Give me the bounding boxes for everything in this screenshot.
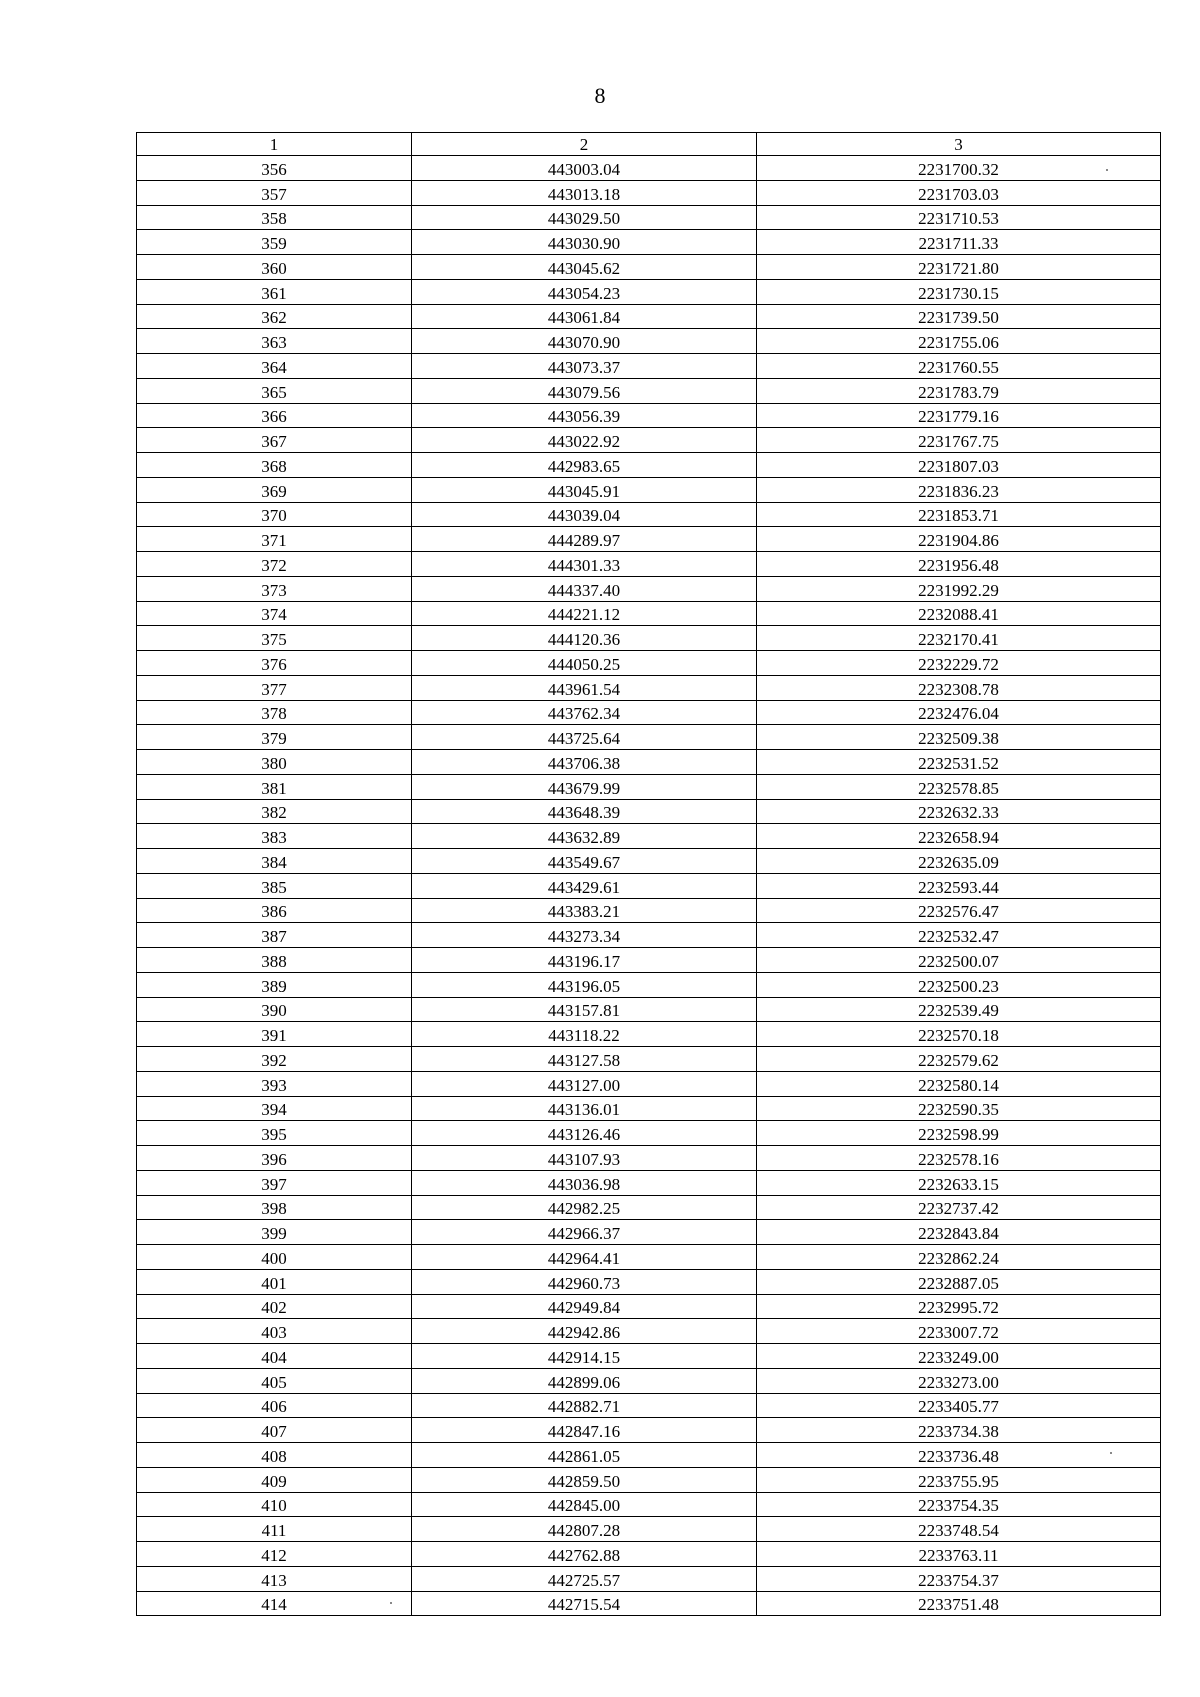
- x-coordinate-cell: 443762.34: [412, 700, 757, 725]
- table-row: [137, 675, 1161, 700]
- x-coordinate-cell: 442914.15: [412, 1344, 757, 1369]
- x-coordinate-cell: 442964.41: [412, 1245, 757, 1270]
- table-row: [137, 898, 1161, 923]
- table-row: [137, 1146, 1161, 1171]
- x-coordinate-cell: 443127.00: [412, 1071, 757, 1096]
- y-coordinate-cell: 2231721.80: [757, 255, 1161, 280]
- y-coordinate-cell: 2231904.86: [757, 527, 1161, 552]
- point-number-cell: 362: [137, 304, 412, 329]
- point-number-cell: 356: [137, 156, 412, 181]
- y-coordinate-cell: 2232580.14: [757, 1071, 1161, 1096]
- table-row: [137, 651, 1161, 676]
- table-row: [137, 923, 1161, 948]
- y-coordinate-cell: 2232570.18: [757, 1022, 1161, 1047]
- point-number-cell: 366: [137, 403, 412, 428]
- table-row: [137, 230, 1161, 255]
- point-number-cell: 400: [137, 1245, 412, 1270]
- y-coordinate-cell: 2231739.50: [757, 304, 1161, 329]
- point-number-cell: 409: [137, 1467, 412, 1492]
- table-row: [137, 1591, 1161, 1616]
- x-coordinate-cell: 444289.97: [412, 527, 757, 552]
- table-row: [137, 972, 1161, 997]
- table-row: [137, 1393, 1161, 1418]
- x-coordinate-cell: 443961.54: [412, 675, 757, 700]
- y-coordinate-cell: 2232843.84: [757, 1220, 1161, 1245]
- x-coordinate-cell: 443126.46: [412, 1121, 757, 1146]
- y-coordinate-cell: 2231836.23: [757, 477, 1161, 502]
- point-number-cell: 396: [137, 1146, 412, 1171]
- y-coordinate-cell: 2231703.03: [757, 180, 1161, 205]
- table-row: [137, 205, 1161, 230]
- x-coordinate-cell: 442807.28: [412, 1517, 757, 1542]
- y-coordinate-cell: 2233754.35: [757, 1492, 1161, 1517]
- x-coordinate-cell: 442899.06: [412, 1368, 757, 1393]
- point-number-cell: 404: [137, 1344, 412, 1369]
- x-coordinate-cell: 443157.81: [412, 997, 757, 1022]
- y-coordinate-cell: 2231711.33: [757, 230, 1161, 255]
- y-coordinate-cell: 2231807.03: [757, 453, 1161, 478]
- y-coordinate-cell: 2231730.15: [757, 279, 1161, 304]
- point-number-cell: 408: [137, 1443, 412, 1468]
- table-row: [137, 1245, 1161, 1270]
- y-coordinate-cell: 2232509.38: [757, 725, 1161, 750]
- x-coordinate-cell: 443429.61: [412, 873, 757, 898]
- y-coordinate-cell: 2232593.44: [757, 873, 1161, 898]
- point-number-cell: 367: [137, 428, 412, 453]
- point-number-cell: 399: [137, 1220, 412, 1245]
- x-coordinate-cell: 443045.62: [412, 255, 757, 280]
- y-coordinate-cell: 2232658.94: [757, 824, 1161, 849]
- point-number-cell: 393: [137, 1071, 412, 1096]
- point-number-cell: 384: [137, 849, 412, 874]
- x-coordinate-cell: 443061.84: [412, 304, 757, 329]
- table-row: [137, 1121, 1161, 1146]
- table-row: [137, 1170, 1161, 1195]
- point-number-cell: 407: [137, 1418, 412, 1443]
- point-number-cell: 398: [137, 1195, 412, 1220]
- table-row: [137, 626, 1161, 651]
- x-coordinate-cell: 442982.25: [412, 1195, 757, 1220]
- y-coordinate-cell: 2232635.09: [757, 849, 1161, 874]
- point-number-cell: 375: [137, 626, 412, 651]
- point-number-cell: 392: [137, 1047, 412, 1072]
- table-row: [137, 824, 1161, 849]
- table-row: [137, 1517, 1161, 1542]
- table-row: [137, 1220, 1161, 1245]
- table-row: [137, 774, 1161, 799]
- point-number-cell: 372: [137, 552, 412, 577]
- table-row: [137, 873, 1161, 898]
- point-number-cell: 383: [137, 824, 412, 849]
- table-row: [137, 279, 1161, 304]
- x-coordinate-cell: 443013.18: [412, 180, 757, 205]
- point-number-cell: 361: [137, 279, 412, 304]
- table-row: [137, 1467, 1161, 1492]
- column-header-2: 2: [412, 133, 757, 156]
- y-coordinate-cell: 2231853.71: [757, 502, 1161, 527]
- x-coordinate-cell: 443118.22: [412, 1022, 757, 1047]
- x-coordinate-cell: 443549.67: [412, 849, 757, 874]
- x-coordinate-cell: 442882.71: [412, 1393, 757, 1418]
- point-number-cell: 391: [137, 1022, 412, 1047]
- x-coordinate-cell: 442942.86: [412, 1319, 757, 1344]
- y-coordinate-cell: 2232532.47: [757, 923, 1161, 948]
- column-header-3: 3: [757, 133, 1161, 156]
- y-coordinate-cell: 2232170.41: [757, 626, 1161, 651]
- point-number-cell: 406: [137, 1393, 412, 1418]
- point-number-cell: 363: [137, 329, 412, 354]
- y-coordinate-cell: 2232578.85: [757, 774, 1161, 799]
- point-number-cell: 414: [137, 1591, 412, 1616]
- table-row: [137, 1344, 1161, 1369]
- y-coordinate-cell: 2231755.06: [757, 329, 1161, 354]
- point-number-cell: 413: [137, 1566, 412, 1591]
- point-number-cell: 357: [137, 180, 412, 205]
- point-number-cell: 380: [137, 750, 412, 775]
- y-coordinate-cell: 2232576.47: [757, 898, 1161, 923]
- y-coordinate-cell: 2233249.00: [757, 1344, 1161, 1369]
- point-number-cell: 373: [137, 576, 412, 601]
- y-coordinate-cell: 2231760.55: [757, 354, 1161, 379]
- x-coordinate-cell: 443029.50: [412, 205, 757, 230]
- table-header-row: [137, 133, 1161, 156]
- scan-speck: [1110, 1452, 1112, 1454]
- x-coordinate-cell: 443045.91: [412, 477, 757, 502]
- x-coordinate-cell: 443706.38: [412, 750, 757, 775]
- x-coordinate-cell: 444337.40: [412, 576, 757, 601]
- table-row: [137, 725, 1161, 750]
- y-coordinate-cell: 2233754.37: [757, 1566, 1161, 1591]
- y-coordinate-cell: 2232476.04: [757, 700, 1161, 725]
- x-coordinate-cell: 444221.12: [412, 601, 757, 626]
- table-row: [137, 477, 1161, 502]
- y-coordinate-cell: 2232578.16: [757, 1146, 1161, 1171]
- y-coordinate-cell: 2231992.29: [757, 576, 1161, 601]
- x-coordinate-cell: 444050.25: [412, 651, 757, 676]
- x-coordinate-cell: 442983.65: [412, 453, 757, 478]
- table-row: [137, 1368, 1161, 1393]
- table-row: [137, 428, 1161, 453]
- y-coordinate-cell: 2232500.23: [757, 972, 1161, 997]
- x-coordinate-cell: 442715.54: [412, 1591, 757, 1616]
- point-number-cell: 388: [137, 948, 412, 973]
- table-row: [137, 354, 1161, 379]
- x-coordinate-cell: 442725.57: [412, 1566, 757, 1591]
- table-row: [137, 799, 1161, 824]
- table-row: [137, 601, 1161, 626]
- table-row: [137, 329, 1161, 354]
- x-coordinate-cell: 443632.89: [412, 824, 757, 849]
- table-row: [137, 1195, 1161, 1220]
- y-coordinate-cell: 2232862.24: [757, 1245, 1161, 1270]
- table-row: [137, 1443, 1161, 1468]
- point-number-cell: 385: [137, 873, 412, 898]
- point-number-cell: 378: [137, 700, 412, 725]
- table-row: [137, 255, 1161, 280]
- table-row: [137, 502, 1161, 527]
- x-coordinate-cell: 442762.88: [412, 1542, 757, 1567]
- y-coordinate-cell: 2232590.35: [757, 1096, 1161, 1121]
- point-number-cell: 368: [137, 453, 412, 478]
- y-coordinate-cell: 2231783.79: [757, 378, 1161, 403]
- x-coordinate-cell: 443196.05: [412, 972, 757, 997]
- table-row: [137, 1071, 1161, 1096]
- point-number-cell: 382: [137, 799, 412, 824]
- y-coordinate-cell: 2232229.72: [757, 651, 1161, 676]
- point-number-cell: 397: [137, 1170, 412, 1195]
- point-number-cell: 379: [137, 725, 412, 750]
- table-row: [137, 552, 1161, 577]
- table-row: [137, 948, 1161, 973]
- table-row: [137, 1319, 1161, 1344]
- x-coordinate-cell: 443073.37: [412, 354, 757, 379]
- table-row: [137, 750, 1161, 775]
- y-coordinate-cell: 2233007.72: [757, 1319, 1161, 1344]
- point-number-cell: 381: [137, 774, 412, 799]
- point-number-cell: 395: [137, 1121, 412, 1146]
- point-number-cell: 386: [137, 898, 412, 923]
- y-coordinate-cell: 2232633.15: [757, 1170, 1161, 1195]
- x-coordinate-cell: 442949.84: [412, 1294, 757, 1319]
- table-row: [137, 1096, 1161, 1121]
- x-coordinate-cell: 443107.93: [412, 1146, 757, 1171]
- y-coordinate-cell: 2233748.54: [757, 1517, 1161, 1542]
- table-body: [137, 133, 1161, 1616]
- point-number-cell: 402: [137, 1294, 412, 1319]
- y-coordinate-cell: 2233736.48: [757, 1443, 1161, 1468]
- point-number-cell: 403: [137, 1319, 412, 1344]
- table-row: [137, 304, 1161, 329]
- y-coordinate-cell: 2231710.53: [757, 205, 1161, 230]
- y-coordinate-cell: 2232579.62: [757, 1047, 1161, 1072]
- y-coordinate-cell: 2233734.38: [757, 1418, 1161, 1443]
- table-row: [137, 156, 1161, 181]
- x-coordinate-cell: 444120.36: [412, 626, 757, 651]
- table-row: [137, 849, 1161, 874]
- point-number-cell: 364: [137, 354, 412, 379]
- x-coordinate-cell: 443070.90: [412, 329, 757, 354]
- point-number-cell: 370: [137, 502, 412, 527]
- x-coordinate-cell: 444301.33: [412, 552, 757, 577]
- table-row: [137, 527, 1161, 552]
- point-number-cell: 377: [137, 675, 412, 700]
- x-coordinate-cell: 442845.00: [412, 1492, 757, 1517]
- y-coordinate-cell: 2232887.05: [757, 1269, 1161, 1294]
- point-number-cell: 376: [137, 651, 412, 676]
- point-number-cell: 410: [137, 1492, 412, 1517]
- x-coordinate-cell: 442861.05: [412, 1443, 757, 1468]
- y-coordinate-cell: 2232308.78: [757, 675, 1161, 700]
- scan-speck: [1106, 169, 1108, 171]
- table-row: [137, 1418, 1161, 1443]
- y-coordinate-cell: 2232598.99: [757, 1121, 1161, 1146]
- x-coordinate-cell: 443079.56: [412, 378, 757, 403]
- y-coordinate-cell: 2233751.48: [757, 1591, 1161, 1616]
- point-number-cell: 394: [137, 1096, 412, 1121]
- x-coordinate-cell: 443030.90: [412, 230, 757, 255]
- scan-speck: [390, 1602, 392, 1604]
- table-row: [137, 997, 1161, 1022]
- y-coordinate-cell: 2231700.32: [757, 156, 1161, 181]
- x-coordinate-cell: 443127.58: [412, 1047, 757, 1072]
- x-coordinate-cell: 442966.37: [412, 1220, 757, 1245]
- x-coordinate-cell: 442960.73: [412, 1269, 757, 1294]
- x-coordinate-cell: 443039.04: [412, 502, 757, 527]
- x-coordinate-cell: 443273.34: [412, 923, 757, 948]
- point-number-cell: 389: [137, 972, 412, 997]
- x-coordinate-cell: 443136.01: [412, 1096, 757, 1121]
- y-coordinate-cell: 2231779.16: [757, 403, 1161, 428]
- table-row: [137, 1294, 1161, 1319]
- x-coordinate-cell: 443003.04: [412, 156, 757, 181]
- table-row: [137, 1542, 1161, 1567]
- x-coordinate-cell: 442847.16: [412, 1418, 757, 1443]
- x-coordinate-cell: 442859.50: [412, 1467, 757, 1492]
- point-number-cell: 369: [137, 477, 412, 502]
- y-coordinate-cell: 2232632.33: [757, 799, 1161, 824]
- x-coordinate-cell: 443679.99: [412, 774, 757, 799]
- y-coordinate-cell: 2232737.42: [757, 1195, 1161, 1220]
- x-coordinate-cell: 443196.17: [412, 948, 757, 973]
- table-row: [137, 1566, 1161, 1591]
- point-number-cell: 401: [137, 1269, 412, 1294]
- y-coordinate-cell: 2232995.72: [757, 1294, 1161, 1319]
- x-coordinate-cell: 443648.39: [412, 799, 757, 824]
- table-row: [137, 1022, 1161, 1047]
- point-number-cell: 360: [137, 255, 412, 280]
- point-number-cell: 411: [137, 1517, 412, 1542]
- coordinates-table: [136, 132, 1161, 1616]
- x-coordinate-cell: 443725.64: [412, 725, 757, 750]
- y-coordinate-cell: 2232500.07: [757, 948, 1161, 973]
- table-row: [137, 378, 1161, 403]
- y-coordinate-cell: 2232531.52: [757, 750, 1161, 775]
- point-number-cell: 374: [137, 601, 412, 626]
- y-coordinate-cell: 2232539.49: [757, 997, 1161, 1022]
- table-row: [137, 453, 1161, 478]
- point-number-cell: 359: [137, 230, 412, 255]
- table-row: [137, 403, 1161, 428]
- table-row: [137, 700, 1161, 725]
- table-row: [137, 1047, 1161, 1072]
- point-number-cell: 387: [137, 923, 412, 948]
- y-coordinate-cell: 2232088.41: [757, 601, 1161, 626]
- point-number-cell: 358: [137, 205, 412, 230]
- y-coordinate-cell: 2233763.11: [757, 1542, 1161, 1567]
- y-coordinate-cell: 2231956.48: [757, 552, 1161, 577]
- point-number-cell: 390: [137, 997, 412, 1022]
- table-row: [137, 576, 1161, 601]
- x-coordinate-cell: 443383.21: [412, 898, 757, 923]
- page-number: 8: [594, 83, 606, 108]
- point-number-cell: 405: [137, 1368, 412, 1393]
- y-coordinate-cell: 2233405.77: [757, 1393, 1161, 1418]
- table-row: [137, 1492, 1161, 1517]
- point-number-cell: 371: [137, 527, 412, 552]
- y-coordinate-cell: 2231767.75: [757, 428, 1161, 453]
- table-row: [137, 180, 1161, 205]
- y-coordinate-cell: 2233273.00: [757, 1368, 1161, 1393]
- point-number-cell: 412: [137, 1542, 412, 1567]
- point-number-cell: 365: [137, 378, 412, 403]
- x-coordinate-cell: 443022.92: [412, 428, 757, 453]
- x-coordinate-cell: 443056.39: [412, 403, 757, 428]
- x-coordinate-cell: 443054.23: [412, 279, 757, 304]
- y-coordinate-cell: 2233755.95: [757, 1467, 1161, 1492]
- x-coordinate-cell: 443036.98: [412, 1170, 757, 1195]
- column-header-1: 1: [137, 133, 412, 156]
- table-row: [137, 1269, 1161, 1294]
